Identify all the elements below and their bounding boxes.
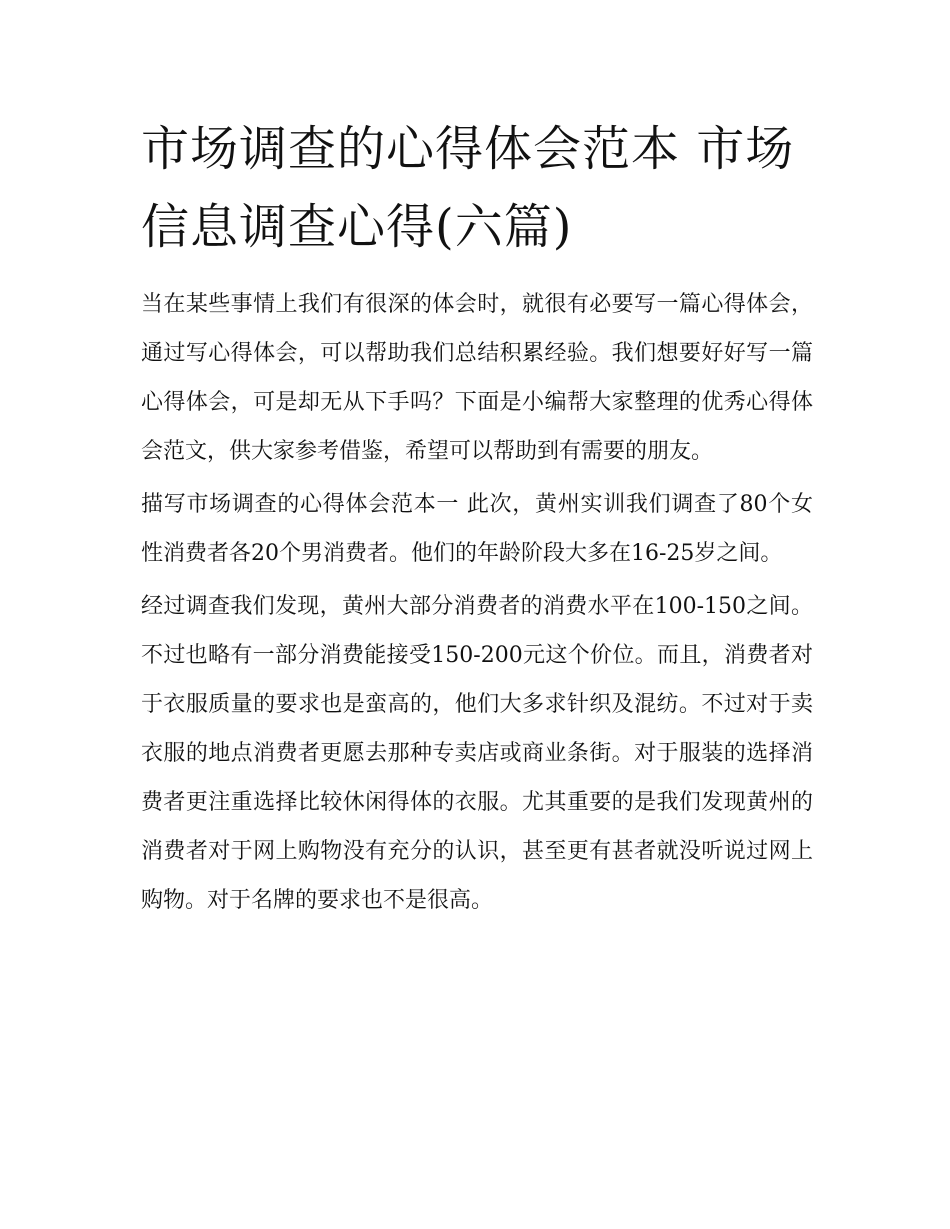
sample-one-paragraph: 描写市场调查的心得体会范本一 此次，黄州实训我们调查了80个女性消费者各20个男消费者。他们的年龄阶段大多在16-25岁之间。 xyxy=(141,492,813,566)
page-title: 市场调查的心得体会范本 市场信息调查心得(六篇) xyxy=(141,121,795,255)
intro-paragraph: 当在某些事情上我们有很深的体会时，就很有必要写一篇心得体会，通过写心得体会，可以帮助我们总结积累经验。我们想要好好写一篇心得体会，可是却无从下手吗？下面是小编帮大家整理的优秀心得体会范文，供大家参考借鉴，希望可以帮助到有需要的朋友。 xyxy=(141,292,813,464)
document-page xyxy=(141,110,813,929)
findings-paragraph: 经过调查我们发现，黄州大部分消费者的消费水平在100-150之间。不过也略有一部分消费能接受150-200元这个价位。而且，消费者对于衣服质量的要求也是蛮高的，他们大多求针织及混纺。不过对于卖衣服的地点消费者更愿去那种专卖店或商业条街。对于服装的选择消费者更注重选择比较休闲得体的衣服。尤其重要的是我们发现黄州的消费者对于网上购物没有充分的认识，甚至更有甚者就没听说过网上购物。对于名牌的要求也不是很高。 xyxy=(141,594,813,913)
